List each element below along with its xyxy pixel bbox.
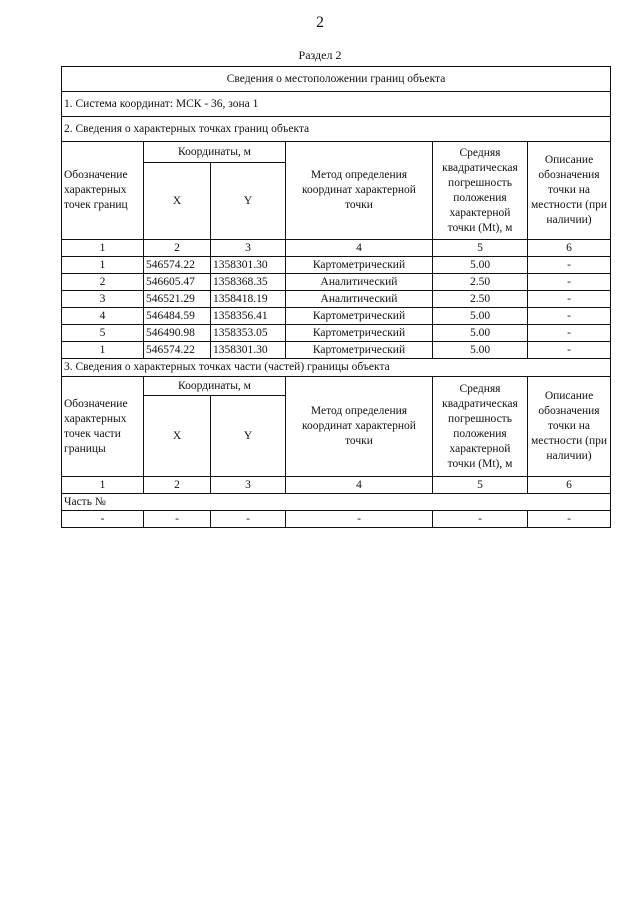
col-number: 5 bbox=[433, 477, 528, 494]
parts-column-numbers bbox=[62, 477, 611, 494]
points-header-designation: Обозначение характерных точек границ bbox=[62, 142, 144, 240]
table-title: Сведения о местоположении границ объекта bbox=[62, 67, 611, 92]
point-x: 546605.47 bbox=[144, 274, 211, 291]
col-number: 5 bbox=[433, 240, 528, 257]
point-error: 2.50 bbox=[433, 274, 528, 291]
point-error: 5.00 bbox=[433, 342, 528, 359]
point-y: 1358418.19 bbox=[211, 291, 286, 308]
point-description: - bbox=[528, 274, 611, 291]
part-point-error: - bbox=[433, 511, 528, 528]
page-number: 2 bbox=[316, 14, 324, 31]
point-error: 2.50 bbox=[433, 291, 528, 308]
parts-header-coords: Координаты, м bbox=[144, 377, 286, 396]
point-number: 1 bbox=[62, 257, 144, 274]
point-method: Картометрический bbox=[286, 325, 433, 342]
part-point-description: - bbox=[528, 511, 611, 528]
point-x: 546521.29 bbox=[144, 291, 211, 308]
col-number: 6 bbox=[528, 240, 611, 257]
point-x: 546574.22 bbox=[144, 342, 211, 359]
parts-header-error: Средняя квадратическая погрешность положения характерной точки (Mt), м bbox=[433, 377, 528, 477]
point-number: 1 bbox=[62, 342, 144, 359]
point-x: 546574.22 bbox=[144, 257, 211, 274]
point-description: - bbox=[528, 325, 611, 342]
col-number: 4 bbox=[286, 240, 433, 257]
table-row bbox=[62, 511, 611, 528]
point-description: - bbox=[528, 291, 611, 308]
points-header-y: Y bbox=[211, 163, 286, 240]
col-number: 1 bbox=[62, 240, 144, 257]
point-y: 1358353.05 bbox=[211, 325, 286, 342]
col-number: 6 bbox=[528, 477, 611, 494]
point-x: 546490.98 bbox=[144, 325, 211, 342]
table-row bbox=[62, 274, 611, 291]
point-number: 2 bbox=[62, 274, 144, 291]
point-number: 5 bbox=[62, 325, 144, 342]
table-row bbox=[62, 342, 611, 359]
point-method: Картометрический bbox=[286, 342, 433, 359]
point-method: Аналитический bbox=[286, 291, 433, 308]
parts-header-designation: Обозначение характерных точек части границы bbox=[62, 377, 144, 477]
table-row bbox=[62, 325, 611, 342]
points-header-coords: Координаты, м bbox=[144, 142, 286, 163]
point-y: 1358301.30 bbox=[211, 257, 286, 274]
point-y: 1358301.30 bbox=[211, 342, 286, 359]
parts-section-heading: 3. Сведения о характерных точках части (частей) границы объекта bbox=[62, 359, 611, 377]
col-number: 4 bbox=[286, 477, 433, 494]
part-point-y: - bbox=[211, 511, 286, 528]
point-x: 546484.59 bbox=[144, 308, 211, 325]
coordinate-system: 1. Система координат: МСК - 36, зона 1 bbox=[62, 92, 611, 117]
table-row bbox=[62, 257, 611, 274]
point-description: - bbox=[528, 257, 611, 274]
col-number: 1 bbox=[62, 477, 144, 494]
col-number: 2 bbox=[144, 240, 211, 257]
points-header-method: Метод определения координат характерной точки bbox=[286, 142, 433, 240]
col-number: 2 bbox=[144, 477, 211, 494]
table-row bbox=[62, 308, 611, 325]
point-number: 4 bbox=[62, 308, 144, 325]
part-point-x: - bbox=[144, 511, 211, 528]
section-label: Раздел 2 bbox=[298, 48, 342, 62]
parts-header-method: Метод определения координат характерной точки bbox=[286, 377, 433, 477]
point-y: 1358368.35 bbox=[211, 274, 286, 291]
points-header-description: Описание обозначения точки на местности (при наличии) bbox=[528, 142, 611, 240]
parts-header-description: Описание обозначения точки на местности (при наличии) bbox=[528, 377, 611, 477]
boundary-table bbox=[61, 66, 611, 528]
parts-header-y: Y bbox=[211, 396, 286, 477]
part-point-number: - bbox=[62, 511, 144, 528]
point-method: Картометрический bbox=[286, 257, 433, 274]
point-description: - bbox=[528, 308, 611, 325]
point-error: 5.00 bbox=[433, 325, 528, 342]
point-error: 5.00 bbox=[433, 257, 528, 274]
point-y: 1358356.41 bbox=[211, 308, 286, 325]
points-section-heading: 2. Сведения о характерных точках границ объекта bbox=[62, 117, 611, 142]
points-header-error: Средняя квадратическая погрешность положения характерной точки (Mt), м bbox=[433, 142, 528, 240]
point-method: Аналитический bbox=[286, 274, 433, 291]
point-description: - bbox=[528, 342, 611, 359]
table-row bbox=[62, 291, 611, 308]
point-method: Картометрический bbox=[286, 308, 433, 325]
points-column-numbers bbox=[62, 240, 611, 257]
col-number: 3 bbox=[211, 477, 286, 494]
parts-header-x: X bbox=[144, 396, 211, 477]
points-header-x: X bbox=[144, 163, 211, 240]
point-error: 5.00 bbox=[433, 308, 528, 325]
part-point-method: - bbox=[286, 511, 433, 528]
part-label: Часть № bbox=[62, 494, 611, 511]
col-number: 3 bbox=[211, 240, 286, 257]
point-number: 3 bbox=[62, 291, 144, 308]
